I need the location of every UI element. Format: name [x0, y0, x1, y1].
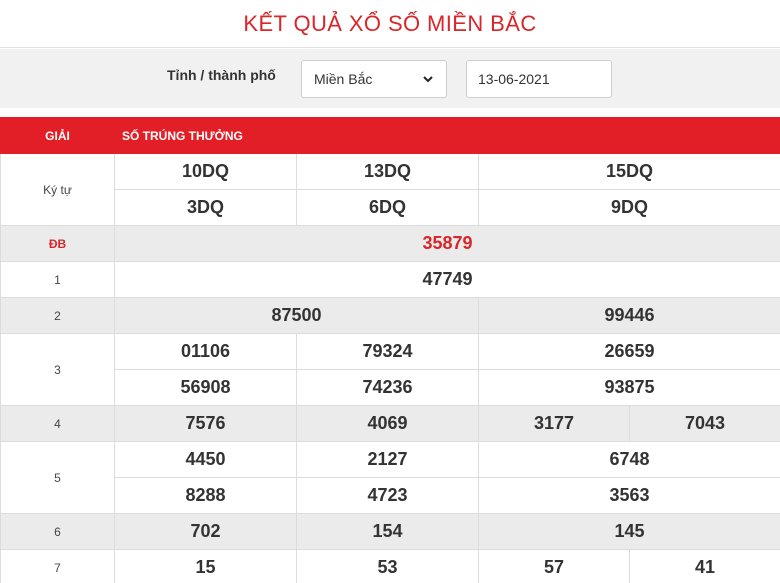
table-header-row	[1, 118, 780, 154]
table-row	[1, 190, 780, 226]
prize-number: 41	[630, 550, 780, 583]
table-row	[1, 334, 780, 370]
prize-number: 8288	[115, 478, 297, 514]
prize-label-3: 3	[1, 334, 115, 406]
ky-tu-code: 6DQ	[297, 190, 479, 226]
prize-number: 3563	[479, 478, 780, 514]
prize-number: 15	[115, 550, 297, 583]
prize-number: 56908	[115, 370, 297, 406]
prize-number: 47749	[115, 262, 780, 298]
prize-number: 4723	[297, 478, 479, 514]
prize-number: 702	[115, 514, 297, 550]
ky-tu-code: 10DQ	[115, 154, 297, 190]
prize-label-db: ĐB	[1, 226, 115, 262]
chevron-down-icon	[422, 73, 434, 85]
prize-number: 57	[479, 550, 630, 583]
prize-label-ky-tu: Ký tự	[1, 154, 115, 226]
page-title: KẾT QUẢ XỔ SỐ MIỀN BẮC	[243, 10, 537, 36]
table-row	[1, 298, 780, 334]
ky-tu-code: 13DQ	[297, 154, 479, 190]
prize-number: 3177	[479, 406, 630, 442]
table-row	[1, 478, 780, 514]
prize-label-2: 2	[1, 298, 115, 334]
table-row	[1, 514, 780, 550]
prize-number: 4069	[297, 406, 479, 442]
table-row	[1, 550, 780, 583]
special-prize-number: 35879	[115, 226, 780, 262]
prize-label-6: 6	[1, 514, 115, 550]
table-row	[1, 442, 780, 478]
prize-number: 79324	[297, 334, 479, 370]
table-row	[1, 406, 780, 442]
prize-number: 53	[297, 550, 479, 583]
prize-label-7: 7	[1, 550, 115, 583]
column-header-prize: GIẢI	[1, 118, 115, 154]
prize-number: 93875	[479, 370, 780, 406]
prize-number: 6748	[479, 442, 780, 478]
prize-number: 7576	[115, 406, 297, 442]
prize-number: 87500	[115, 298, 479, 334]
prize-number: 154	[297, 514, 479, 550]
table-row	[1, 370, 780, 406]
results-table	[0, 117, 780, 583]
prize-label-1: 1	[1, 262, 115, 298]
ky-tu-code: 9DQ	[479, 190, 780, 226]
prize-number: 74236	[297, 370, 479, 406]
prize-number: 26659	[479, 334, 780, 370]
ky-tu-code: 15DQ	[479, 154, 780, 190]
prize-number: 99446	[479, 298, 780, 334]
prize-number: 4450	[115, 442, 297, 478]
date-input-value: 13-06-2021	[478, 71, 550, 87]
prize-number: 145	[479, 514, 780, 550]
prize-number: 7043	[630, 406, 780, 442]
prize-number: 01106	[115, 334, 297, 370]
table-row	[1, 262, 780, 298]
date-input[interactable]	[466, 60, 612, 98]
province-select-value: Miền Bắc	[314, 71, 373, 87]
table-row	[1, 154, 780, 190]
page-header	[0, 0, 780, 48]
filter-bar	[0, 49, 780, 108]
province-label: Tỉnh / thành phố	[167, 67, 276, 83]
province-select[interactable]	[301, 60, 447, 98]
column-header-numbers: SỐ TRÚNG THƯỞNG	[115, 118, 780, 154]
table-row	[1, 226, 780, 262]
prize-number: 2127	[297, 442, 479, 478]
prize-label-4: 4	[1, 406, 115, 442]
ky-tu-code: 3DQ	[115, 190, 297, 226]
prize-label-5: 5	[1, 442, 115, 514]
